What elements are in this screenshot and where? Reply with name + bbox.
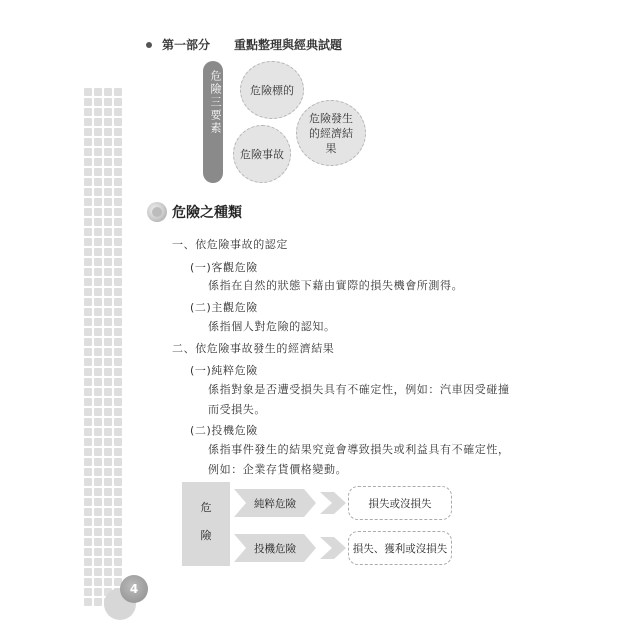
grid-cell	[104, 388, 112, 396]
grid-cell	[104, 448, 112, 456]
grid-cell	[94, 108, 102, 116]
grid-cell	[114, 118, 122, 126]
grid-cell	[94, 588, 102, 596]
grid-cell	[114, 308, 122, 316]
grid-cell	[114, 468, 122, 476]
grid-cell	[104, 148, 112, 156]
grid-cell	[94, 448, 102, 456]
grid-cell	[104, 258, 112, 266]
grid-cell	[94, 578, 102, 586]
grid-cell	[114, 228, 122, 236]
grid-cell	[114, 218, 122, 226]
grid-cell	[94, 378, 102, 386]
grid-cell	[84, 108, 92, 116]
grid-cell	[114, 98, 122, 106]
grid-cell	[104, 138, 112, 146]
grid-cell	[94, 438, 102, 446]
grid-cell	[84, 408, 92, 416]
grid-cell	[104, 338, 112, 346]
grid-cell	[114, 298, 122, 306]
grid-cell	[114, 538, 122, 546]
grid-cell	[104, 238, 112, 246]
grid-cell	[94, 118, 102, 126]
grid-cell	[84, 248, 92, 256]
grid-cell	[104, 548, 112, 556]
risk-elements-label: 危險三要素	[209, 70, 222, 135]
grid-cell	[114, 288, 122, 296]
grid-cell	[104, 218, 112, 226]
grid-cell	[94, 218, 102, 226]
grid-cell	[94, 308, 102, 316]
grid-cell	[114, 408, 122, 416]
grid-cell	[94, 208, 102, 216]
grid-cell	[114, 168, 122, 176]
grid-cell	[114, 328, 122, 336]
grid-cell	[104, 358, 112, 366]
grid-cell	[114, 558, 122, 566]
grid-cell	[94, 518, 102, 526]
heading-1: 一、依危險事故的認定	[172, 238, 288, 251]
grid-cell	[104, 378, 112, 386]
grid-cell	[94, 158, 102, 166]
grid-cell	[84, 388, 92, 396]
grid-cell	[94, 88, 102, 96]
grid-cell	[94, 328, 102, 336]
grid-cell	[94, 528, 102, 536]
grid-cell	[104, 418, 112, 426]
grid-cell	[114, 428, 122, 436]
grid-cell	[104, 458, 112, 466]
grid-cell	[104, 198, 112, 206]
grid-cell	[84, 298, 92, 306]
grid-cell	[114, 138, 122, 146]
grid-cell	[94, 268, 102, 276]
desc-speculative-risk-line-2: 例如：企業存貨價格變動。	[208, 463, 348, 476]
grid-cell	[84, 148, 92, 156]
grid-cell	[94, 358, 102, 366]
grid-cell	[104, 208, 112, 216]
grid-cell	[94, 348, 102, 356]
grid-cell	[94, 568, 102, 576]
grid-cell	[84, 548, 92, 556]
grid-cell	[104, 188, 112, 196]
grid-cell	[104, 518, 112, 526]
page-header	[146, 36, 342, 53]
subheading-subjective-risk: (二)主觀危險	[190, 301, 258, 314]
grid-cell	[114, 178, 122, 186]
grid-cell	[84, 488, 92, 496]
flow-root-box	[182, 482, 230, 566]
grid-cell	[84, 238, 92, 246]
grid-cell	[104, 178, 112, 186]
grid-cell	[94, 418, 102, 426]
grid-cell	[94, 248, 102, 256]
grid-cell	[84, 308, 92, 316]
grid-cell	[114, 398, 122, 406]
grid-cell	[84, 458, 92, 466]
grid-cell	[84, 138, 92, 146]
grid-cell	[94, 178, 102, 186]
grid-cell	[84, 468, 92, 476]
grid-cell	[84, 168, 92, 176]
section-title: 危險之種類	[172, 205, 242, 221]
grid-cell	[94, 188, 102, 196]
grid-cell	[104, 558, 112, 566]
grid-cell	[84, 398, 92, 406]
grid-cell	[104, 498, 112, 506]
grid-cell	[84, 258, 92, 266]
grid-cell	[94, 458, 102, 466]
subheading-pure-risk: (一)純粹危險	[190, 364, 258, 377]
grid-cell	[104, 168, 112, 176]
grid-cell	[104, 308, 112, 316]
grid-cell	[104, 318, 112, 326]
grid-cell	[94, 148, 102, 156]
grid-cell	[104, 268, 112, 276]
grid-cell	[104, 288, 112, 296]
grid-cell	[114, 198, 122, 206]
grid-cell	[114, 248, 122, 256]
grid-cell	[114, 278, 122, 286]
grid-cell	[104, 98, 112, 106]
grid-cell	[84, 598, 92, 606]
grid-cell	[104, 248, 112, 256]
risk-flow-diagram	[182, 482, 452, 566]
grid-cell	[114, 448, 122, 456]
grid-cell	[84, 278, 92, 286]
grid-cell	[114, 418, 122, 426]
grid-cell	[114, 158, 122, 166]
grid-cell	[94, 408, 102, 416]
grid-cell	[84, 438, 92, 446]
grid-cell	[94, 538, 102, 546]
grid-cell	[94, 388, 102, 396]
grid-cell	[84, 288, 92, 296]
grid-cell	[84, 418, 92, 426]
grid-cell	[84, 268, 92, 276]
grid-cell	[114, 108, 122, 116]
grid-cell	[84, 358, 92, 366]
grid-cell	[84, 98, 92, 106]
grid-cell	[84, 568, 92, 576]
grid-cell	[114, 358, 122, 366]
grid-cell	[104, 278, 112, 286]
header-part: 第一部分	[162, 38, 211, 52]
grid-cell	[114, 498, 122, 506]
grid-cell	[94, 468, 102, 476]
bubble-risk-object: 危險標的	[240, 61, 304, 119]
heading-2: 二、依危險事故發生的經濟結果	[172, 342, 335, 355]
flow-result-pure: 損失或沒損失	[348, 486, 452, 520]
grid-cell	[104, 348, 112, 356]
flow-root-label: 危 險	[200, 501, 212, 542]
desc-pure-risk-line-2: 而受損失。	[208, 403, 266, 416]
grid-cell	[94, 478, 102, 486]
grid-cell	[114, 88, 122, 96]
grid-cell	[84, 178, 92, 186]
grid-cell	[114, 148, 122, 156]
grid-cell	[104, 398, 112, 406]
grid-cell	[84, 228, 92, 236]
grid-cell	[94, 498, 102, 506]
subheading-objective-risk: (一)客觀危險	[190, 261, 258, 274]
desc-pure-risk-line-1: 係指對象是否遭受損失具有不確定性，例如：汽車因受碰撞	[208, 383, 510, 396]
grid-cell	[114, 568, 122, 576]
flow-type-pure: 純粹危險	[254, 497, 296, 510]
grid-cell	[104, 328, 112, 336]
desc-objective-risk: 係指在自然的狀態下藉由實際的損失機會所測得。	[208, 279, 464, 292]
grid-cell	[104, 228, 112, 236]
grid-cell	[104, 88, 112, 96]
grid-cell	[114, 348, 122, 356]
grid-cell	[114, 548, 122, 556]
section-circle-icon	[147, 202, 167, 222]
grid-cell	[94, 368, 102, 376]
grid-cell	[84, 478, 92, 486]
grid-cell	[104, 368, 112, 376]
grid-cell	[84, 128, 92, 136]
grid-cell	[104, 118, 112, 126]
subheading-speculative-risk: (二)投機危險	[190, 424, 258, 437]
grid-cell	[114, 528, 122, 536]
grid-cell	[84, 338, 92, 346]
grid-cell	[84, 328, 92, 336]
grid-cell	[94, 338, 102, 346]
grid-cell	[84, 538, 92, 546]
grid-cell	[84, 428, 92, 436]
grid-cell	[94, 138, 102, 146]
bubble-risk-event: 危險事故	[233, 125, 291, 183]
grid-cell	[114, 478, 122, 486]
grid-cell	[94, 598, 102, 606]
grid-cell	[114, 258, 122, 266]
grid-cell	[84, 448, 92, 456]
grid-cell	[104, 578, 112, 586]
flow-arrow-speculative	[234, 534, 316, 562]
grid-cell	[114, 488, 122, 496]
grid-cell	[84, 588, 92, 596]
chevron-right-icon	[320, 537, 346, 559]
grid-cell	[84, 208, 92, 216]
bullet-icon	[146, 42, 152, 48]
header-title: 重點整理與經典試題	[234, 38, 343, 52]
grid-cell	[104, 488, 112, 496]
grid-cell	[94, 428, 102, 436]
grid-cell	[94, 398, 102, 406]
grid-cell	[94, 558, 102, 566]
grid-cell	[84, 348, 92, 356]
grid-cell	[84, 508, 92, 516]
grid-cell	[94, 488, 102, 496]
grid-cell	[114, 238, 122, 246]
grid-cell	[94, 298, 102, 306]
grid-cell	[94, 548, 102, 556]
grid-cell	[94, 508, 102, 516]
desc-speculative-risk-line-1: 係指事件發生的結果究竟會導致損失或利益具有不確定性，	[208, 443, 510, 456]
grid-cell	[84, 198, 92, 206]
grid-cell	[94, 318, 102, 326]
grid-cell	[114, 268, 122, 276]
grid-cell	[94, 228, 102, 236]
flow-arrow-pure	[234, 489, 316, 517]
grid-cell	[104, 428, 112, 436]
flow-result-speculative: 損失、獲利或沒損失	[348, 531, 452, 565]
grid-cell	[114, 338, 122, 346]
grid-cell	[84, 498, 92, 506]
chevron-right-icon	[320, 492, 346, 514]
grid-cell	[114, 208, 122, 216]
grid-cell	[94, 128, 102, 136]
grid-cell	[94, 258, 102, 266]
grid-cell	[84, 578, 92, 586]
grid-cell	[104, 478, 112, 486]
grid-cell	[114, 378, 122, 386]
grid-cell	[114, 318, 122, 326]
grid-cell	[94, 288, 102, 296]
grid-cell	[94, 278, 102, 286]
grid-cell	[114, 508, 122, 516]
grid-cell	[114, 518, 122, 526]
grid-cell	[104, 158, 112, 166]
grid-cell	[104, 108, 112, 116]
bubble-economic-result: 危險發生的經濟結果	[296, 100, 366, 166]
grid-cell	[84, 118, 92, 126]
grid-cell	[84, 318, 92, 326]
grid-cell	[94, 238, 102, 246]
grid-cell	[104, 298, 112, 306]
grid-cell	[114, 188, 122, 196]
grid-cell	[104, 438, 112, 446]
grid-cell	[104, 468, 112, 476]
desc-subjective-risk: 係指個人對危險的認知。	[208, 320, 336, 333]
grid-cell	[114, 438, 122, 446]
grid-cell	[84, 518, 92, 526]
flow-type-speculative: 投機危險	[254, 542, 296, 555]
grid-cell	[84, 158, 92, 166]
grid-cell	[84, 368, 92, 376]
grid-cell	[114, 128, 122, 136]
grid-cell	[84, 558, 92, 566]
grid-cell	[114, 458, 122, 466]
grid-cell	[94, 168, 102, 176]
grid-cell	[104, 408, 112, 416]
grid-cell	[104, 528, 112, 536]
grid-cell	[114, 388, 122, 396]
grid-cell	[104, 508, 112, 516]
grid-cell	[94, 98, 102, 106]
grid-cell	[84, 88, 92, 96]
grid-cell	[94, 198, 102, 206]
grid-cell	[84, 528, 92, 536]
grid-cell	[114, 368, 122, 376]
grid-cell	[84, 378, 92, 386]
grid-cell	[84, 188, 92, 196]
page-number: 4	[120, 575, 148, 603]
grid-cell	[84, 218, 92, 226]
grid-cell	[104, 568, 112, 576]
grid-cell	[104, 538, 112, 546]
grid-cell	[104, 128, 112, 136]
